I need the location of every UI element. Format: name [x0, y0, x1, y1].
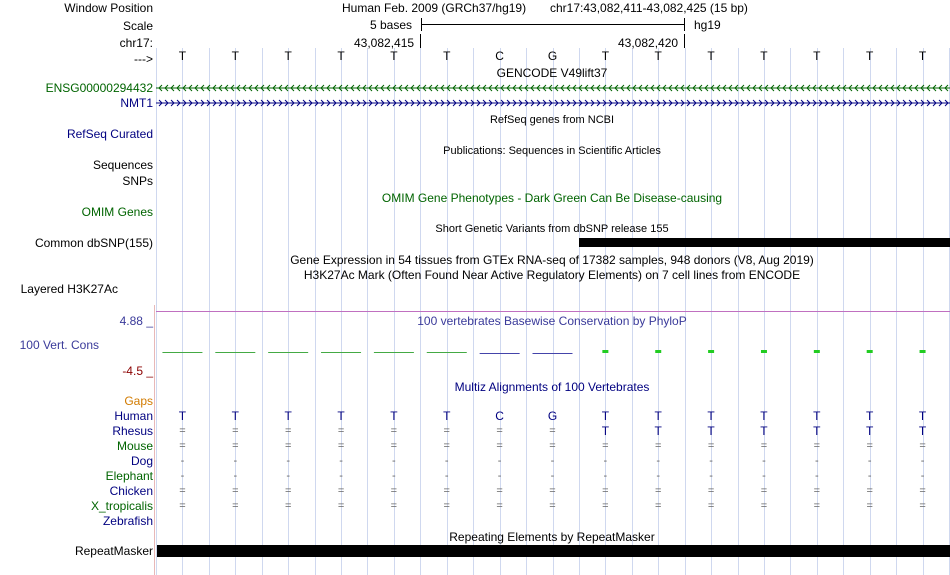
alignment-base: =: [232, 485, 239, 497]
alignment-base: =: [602, 500, 609, 512]
alignment-base: -: [497, 455, 502, 467]
alignment-base: =: [284, 425, 292, 437]
conservation-graph[interactable]: [156, 340, 950, 370]
species-label-mouse[interactable]: Mouse: [116, 439, 153, 453]
gene-nmt1-model[interactable]: [156, 97, 950, 109]
alignment-base: =: [179, 500, 186, 512]
alignment-base: =: [284, 500, 292, 512]
alignment-base: =: [232, 425, 239, 437]
alignment-base: =: [284, 440, 292, 452]
alignment-base: T: [337, 409, 345, 423]
alignment-base: =: [443, 425, 450, 437]
scale-label: Scale: [122, 19, 153, 33]
alignment-base: =: [496, 440, 503, 452]
alignment-base: -: [180, 470, 185, 482]
scale-bar: [421, 24, 684, 25]
alignment-base: -: [550, 455, 555, 467]
sequence-base: G: [547, 49, 558, 63]
assembly-title: Human Feb. 2009 (GRCh37/hg19): [342, 1, 527, 15]
alignment-base: -: [867, 455, 872, 467]
conservation-bar: [708, 350, 714, 353]
species-label-elephant[interactable]: Elephant: [105, 469, 153, 483]
gene-ensg-label[interactable]: ENSG00000294432: [45, 81, 153, 95]
alignment-base: -: [814, 470, 819, 482]
refseq-label[interactable]: RefSeq Curated: [66, 127, 153, 141]
coord-left-tick: [420, 34, 421, 48]
conservation-bar: [761, 350, 767, 353]
alignment-base: =: [549, 500, 556, 512]
repeatmasker-element-bar[interactable]: [157, 545, 950, 557]
alignment-base: =: [655, 500, 662, 512]
sequence-base: T: [443, 49, 451, 63]
db-label: hg19: [694, 18, 721, 32]
gene-nmt1-label[interactable]: NMT1: [120, 96, 153, 110]
alignment-base: -: [550, 470, 555, 482]
sequence-base: T: [866, 49, 874, 63]
sequence-base: T: [231, 49, 239, 63]
alignment-base: C: [495, 409, 504, 423]
coord-right-tick: [684, 34, 685, 48]
refseq-track-title: RefSeq genes from NCBI: [489, 114, 615, 126]
alignment-base: T: [178, 409, 187, 423]
species-label-x_tropicalis[interactable]: X_tropicalis: [90, 499, 153, 513]
repeatmasker-track-title: Repeating Elements by RepeatMasker: [449, 530, 655, 544]
dbsnp-track-title: Short Genetic Variants from dbSNP release 155: [435, 223, 669, 235]
gaps-label[interactable]: Gaps: [124, 394, 153, 408]
scale-bar-right-tick: [684, 18, 685, 31]
cons-label[interactable]: 100 Vert. Cons: [19, 338, 99, 352]
position-range[interactable]: chr17:43,082,411-43,082,425 (15 bp): [550, 1, 748, 15]
alignment-base: =: [443, 500, 450, 512]
alignment-base: =: [866, 500, 873, 512]
alignment-base: =: [443, 440, 450, 452]
multiz-track-title: Multiz Alignments of 100 Vertebrates: [454, 380, 650, 394]
alignment-base: =: [337, 440, 345, 452]
scale-text: 5 bases: [370, 18, 413, 32]
species-label-chicken[interactable]: Chicken: [109, 484, 153, 498]
sequence-base: T: [654, 49, 662, 63]
repeatmasker-label[interactable]: RepeatMasker: [74, 544, 153, 558]
alignment-base: T: [707, 424, 715, 438]
alignment-base: =: [496, 485, 503, 497]
alignment-base: =: [602, 440, 609, 452]
conservation-bar: [374, 352, 414, 353]
conservation-bar: [867, 350, 873, 353]
alignment-base: -: [603, 455, 608, 467]
alignment-base: =: [866, 485, 873, 497]
conservation-bar: [533, 353, 573, 354]
species-label-human[interactable]: Human: [114, 409, 153, 423]
alignment-base: =: [707, 440, 715, 452]
alignment-base: -: [656, 455, 661, 467]
alignment-base: =: [390, 440, 398, 452]
alignment-base: =: [760, 500, 768, 512]
alignment-base: -: [709, 470, 713, 482]
alignment-base: -: [920, 455, 925, 467]
snps-label[interactable]: SNPs: [122, 174, 153, 188]
conservation-bar: [814, 350, 820, 353]
alignment-base: =: [919, 500, 926, 512]
conservation-bar: [480, 353, 520, 354]
alignment-base: -: [656, 470, 661, 482]
conservation-bar: [268, 352, 308, 353]
alignment-base: G: [547, 409, 558, 423]
alignment-base: =: [813, 485, 821, 497]
alignment-base: =: [760, 440, 768, 452]
alignment-base: T: [601, 409, 610, 423]
conservation-bar: [162, 352, 202, 353]
alignment-base: =: [179, 485, 186, 497]
alignment-base: =: [760, 485, 768, 497]
alignment-base: T: [443, 409, 451, 423]
alignment-base: T: [707, 409, 715, 423]
publications-track-title: Publications: Sequences in Scientific Articles: [443, 145, 661, 157]
alignment-base: -: [444, 470, 449, 482]
sequence-base: T: [707, 49, 715, 63]
alignment-base: =: [390, 485, 398, 497]
alignment-base: T: [866, 424, 874, 438]
conservation-bar: [215, 352, 255, 353]
alignment-base: -: [814, 455, 819, 467]
coord-right: 43,082,420: [618, 36, 679, 50]
sequence-base: T: [284, 49, 292, 63]
alignment-base: -: [392, 470, 396, 482]
alignment-base: =: [179, 440, 186, 452]
alignment-base: =: [655, 440, 662, 452]
alignment-base: T: [918, 409, 927, 423]
alignment-base: =: [232, 440, 239, 452]
alignment-base: =: [549, 425, 556, 437]
gtex-track-title: Gene Expression in 54 tissues from GTEx RNA-seq of 17382 samples, 948 donors (V8, Aug 2019): [290, 253, 814, 267]
dbsnp-label[interactable]: Common dbSNP(155): [34, 236, 153, 250]
alignment-base: =: [337, 485, 345, 497]
sequence-base: T: [601, 49, 610, 63]
sequence-base: T: [918, 49, 927, 63]
alignment-base: -: [709, 455, 713, 467]
alignment-base: =: [655, 485, 662, 497]
alignment-base: T: [866, 409, 874, 423]
alignment-base: T: [918, 424, 927, 438]
alignment-base: T: [231, 409, 239, 423]
window-position-label: Window Position: [64, 1, 153, 15]
alignment-base: -: [867, 470, 872, 482]
sequences-label[interactable]: Sequences: [92, 158, 153, 172]
alignment-base: =: [549, 485, 556, 497]
cons-min-label: -4.5 _: [122, 364, 153, 378]
alignment-base: =: [813, 440, 821, 452]
alignment-base: =: [337, 500, 345, 512]
alignment-base: =: [549, 440, 556, 452]
sequence-base: T: [760, 49, 768, 63]
sequence-base: T: [813, 49, 821, 63]
species-label-dog[interactable]: Dog: [130, 454, 153, 468]
sequence-base: C: [495, 49, 504, 63]
chrom-label: chr17:: [119, 36, 153, 50]
sequence-base: T: [178, 49, 187, 63]
alignment-base: =: [443, 485, 450, 497]
omim-label[interactable]: OMIM Genes: [81, 205, 153, 219]
alignment-base: -: [603, 470, 608, 482]
gene-ensg-model[interactable]: [156, 82, 950, 94]
alignment-base: =: [866, 440, 873, 452]
alignment-base: -: [233, 455, 238, 467]
conservation-bar: [655, 350, 661, 353]
cons-max-label: 4.88 _: [119, 314, 153, 328]
alignment-base: -: [286, 470, 290, 482]
alignment-base: T: [760, 424, 768, 438]
alignment-base: T: [760, 409, 768, 423]
strand-arrow-label: --->: [134, 52, 153, 66]
alignment-base: -: [392, 455, 396, 467]
dbsnp-variant-bar[interactable]: [579, 238, 950, 247]
alignment-base: T: [654, 409, 662, 423]
alignment-base: -: [762, 455, 766, 467]
species-label-rhesus[interactable]: Rhesus: [112, 424, 153, 438]
alignment-base: =: [337, 425, 345, 437]
h3k27ac-label[interactable]: Layered H3K27Ac: [20, 282, 118, 296]
alignment-base: -: [233, 470, 238, 482]
alignment-base: -: [497, 470, 502, 482]
alignment-base: =: [707, 500, 715, 512]
alignment-base: =: [179, 425, 186, 437]
sequence-base: T: [337, 49, 345, 63]
conservation-bar: [321, 352, 361, 353]
coord-left: 43,082,415: [354, 36, 415, 50]
alignment-base: -: [180, 455, 185, 467]
alignment-base: =: [919, 440, 926, 452]
alignment-base: -: [339, 470, 343, 482]
omim-track-title: OMIM Gene Phenotypes - Dark Green Can Be Disease-causing: [381, 191, 723, 205]
alignment-base: T: [813, 409, 821, 423]
alignment-base: =: [496, 425, 503, 437]
alignment-base: =: [707, 485, 715, 497]
alignment-base: -: [920, 470, 925, 482]
alignment-base: =: [919, 485, 926, 497]
alignment-base: -: [444, 455, 449, 467]
alignment-base: =: [232, 500, 239, 512]
alignment-base: T: [284, 409, 292, 423]
alignment-base: =: [496, 500, 503, 512]
alignment-base: =: [284, 485, 292, 497]
alignment-base: =: [602, 485, 609, 497]
species-label-zebrafish[interactable]: Zebrafish: [102, 514, 153, 528]
alignment-base: -: [339, 455, 343, 467]
alignment-base: T: [654, 424, 662, 438]
conservation-bar: [427, 352, 467, 353]
conservation-bar: [920, 350, 926, 353]
alignment-base: -: [762, 470, 766, 482]
alignment-base: =: [813, 500, 821, 512]
conservation-track-title: 100 vertebrates Basewise Conservation by PhyloP: [417, 314, 687, 328]
conservation-bar: [602, 350, 608, 353]
sequence-base: T: [390, 49, 398, 63]
conservation-top-line: [156, 311, 950, 312]
gencode-track-title: GENCODE V49lift37: [496, 66, 608, 80]
alignment-base: =: [390, 425, 398, 437]
h3k27ac-track-title: H3K27Ac Mark (Often Found Near Active Regulatory Elements) on 7 cell lines from ENCODE: [303, 268, 801, 282]
alignment-base: T: [601, 424, 610, 438]
alignment-base: =: [390, 500, 398, 512]
scale-bar-left-tick: [421, 18, 422, 31]
alignment-base: -: [286, 455, 290, 467]
alignment-base: T: [390, 409, 398, 423]
alignment-base: T: [813, 424, 821, 438]
